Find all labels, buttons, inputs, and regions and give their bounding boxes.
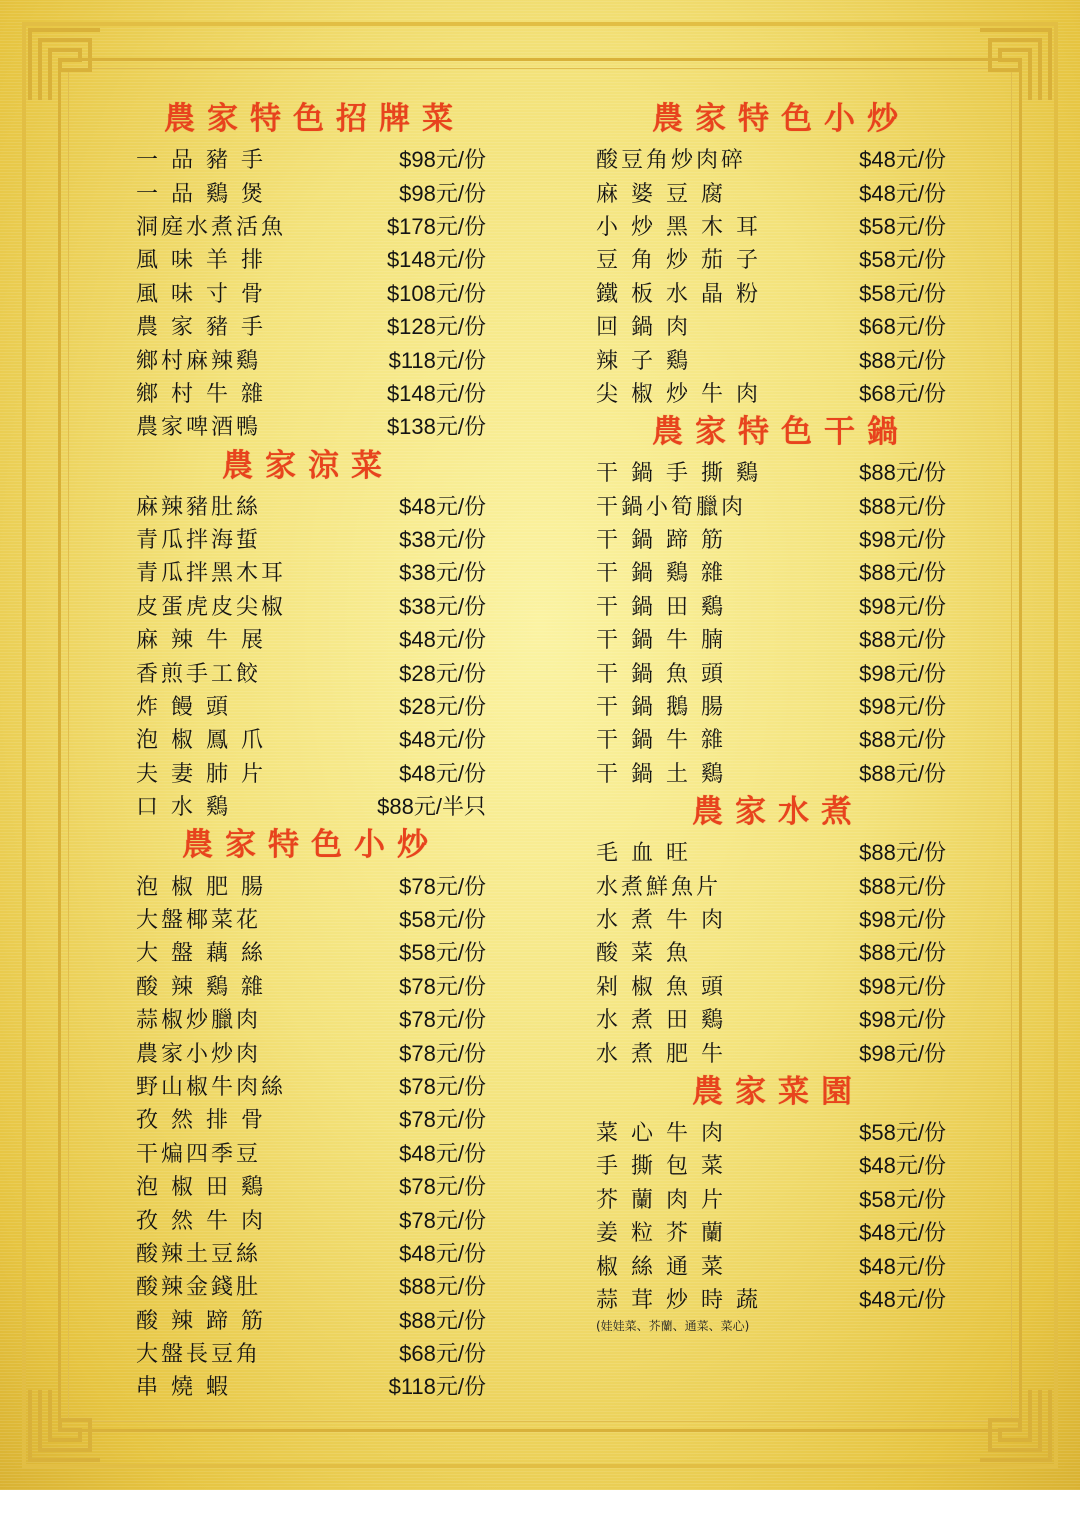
dish-price: $98元/份 — [399, 147, 486, 173]
dish-name: 麻 辣 牛 展 — [136, 628, 266, 654]
dish-price: $58元/份 — [859, 1119, 946, 1145]
menu-item — [136, 1069, 486, 1102]
dish-name: 麻辣豬肚絲 — [136, 494, 262, 520]
dish-price: $48元/份 — [399, 727, 486, 753]
menu-item — [596, 1215, 946, 1248]
menu-item — [596, 1282, 946, 1315]
menu-item — [136, 376, 486, 409]
dish-price: $178元/份 — [386, 213, 486, 239]
menu-section — [596, 1069, 946, 1334]
dish-price: $78元/份 — [399, 1107, 486, 1133]
dish-price: $88元/份 — [859, 347, 946, 373]
dish-price: $128元/份 — [386, 314, 486, 340]
dish-name: 泡 椒 鳳 爪 — [136, 728, 266, 754]
dish-price: $48元/份 — [399, 493, 486, 519]
dish-price: $38元/份 — [399, 593, 486, 619]
menu-item — [136, 1136, 486, 1169]
menu-item — [136, 689, 486, 722]
menu-item — [136, 309, 486, 342]
dish-price: $68元/份 — [859, 380, 946, 406]
dish-name: 干 鍋 蹄 筋 — [596, 528, 726, 554]
dish-name: 口 水 鷄 — [136, 795, 231, 821]
menu-section — [136, 443, 486, 823]
dish-price: $98元/份 — [859, 1040, 946, 1066]
menu-item — [596, 242, 946, 275]
dish-name: 一 品 鷄 煲 — [136, 181, 266, 207]
dish-name: 蒜椒炒臘肉 — [136, 1008, 262, 1034]
dish-price: $58元/份 — [859, 1186, 946, 1212]
dish-price: $118元/份 — [388, 347, 486, 373]
menu-item — [596, 935, 946, 968]
dish-price: $48元/份 — [859, 1153, 946, 1179]
menu-item — [136, 722, 486, 755]
menu-item — [136, 756, 486, 789]
menu-item — [596, 175, 946, 208]
vegetable-options-note: (娃娃菜、芥蘭、通菜、菜心) — [596, 1319, 750, 1334]
dish-name: 干煸四季豆 — [136, 1141, 262, 1167]
left-menu-column — [136, 96, 486, 1403]
dish-name: 串 燒 蝦 — [136, 1375, 231, 1401]
section-title: 農家特色小炒 — [652, 101, 910, 137]
menu-section — [596, 409, 946, 789]
corner-ornament-icon — [976, 1386, 1054, 1464]
dish-name: 干 鍋 田 鷄 — [596, 594, 726, 620]
dish-name: 尖 椒 炒 牛 肉 — [596, 381, 761, 407]
section-title: 農家特色小炒 — [182, 827, 440, 864]
menu-item — [596, 969, 946, 1002]
dish-name: 農家啤酒鴨 — [136, 415, 262, 441]
dish-name: 麻 婆 豆 腐 — [596, 181, 726, 207]
dish-price: $148元/份 — [386, 380, 486, 406]
menu-item — [136, 242, 486, 275]
corner-ornament-icon — [976, 26, 1054, 104]
menu-item — [596, 1035, 946, 1068]
corner-ornament-icon — [26, 26, 104, 104]
dish-name: 鄉 村 牛 雜 — [136, 381, 266, 407]
menu-item — [596, 1002, 946, 1035]
menu-item — [136, 142, 486, 175]
dish-price: $88元/份 — [859, 727, 946, 753]
dish-name: 大盤長豆角 — [136, 1342, 262, 1368]
dish-price: $78元/份 — [399, 1073, 486, 1099]
dish-price: $98元/份 — [859, 907, 946, 932]
dish-name: 芥 蘭 肉 片 — [596, 1187, 726, 1213]
menu-item — [136, 969, 486, 1002]
dish-name: 香煎手工餃 — [136, 661, 262, 687]
dish-name: 酸辣土豆絲 — [136, 1241, 262, 1267]
menu-item — [136, 1303, 486, 1336]
menu-item — [596, 1248, 946, 1281]
menu-item — [596, 868, 946, 901]
menu-section — [596, 789, 946, 1069]
dish-price: $78元/份 — [399, 873, 486, 899]
dish-name: 農家小炒肉 — [136, 1041, 262, 1067]
dish-price: $68元/份 — [399, 1341, 486, 1367]
section-title: 農家菜園 — [692, 1073, 864, 1110]
section-title: 農家特色招牌菜 — [164, 101, 465, 137]
dish-price: $78元/份 — [399, 1007, 486, 1033]
dish-price: $88元/份 — [399, 1274, 486, 1300]
dish-name: 泡 椒 肥 腸 — [136, 874, 266, 900]
dish-name: 姜 粒 芥 蘭 — [596, 1221, 726, 1247]
dish-name: 小 炒 黑 木 耳 — [596, 214, 761, 240]
dish-price: $88元/份 — [859, 940, 946, 966]
dish-name: 酸 菜 魚 — [596, 941, 691, 967]
dish-price: $48元/份 — [859, 1253, 946, 1279]
dish-price: $38元/份 — [399, 560, 486, 586]
dish-price: $88元/份 — [859, 560, 946, 586]
menu-item — [596, 555, 946, 588]
menu-item — [136, 789, 486, 822]
dish-price: $58元/份 — [859, 247, 946, 273]
dish-name: 水煮鮮魚片 — [596, 874, 722, 900]
corner-ornament-icon — [26, 1386, 104, 1464]
dish-name: 干 鍋 鵝 腸 — [596, 695, 726, 721]
menu-item — [136, 1002, 486, 1035]
dish-price: $58元/份 — [399, 940, 486, 966]
menu-item — [596, 276, 946, 309]
menu-item — [136, 868, 486, 901]
dish-name: 椒 絲 通 菜 — [596, 1254, 726, 1280]
dish-name: 水 煮 牛 肉 — [596, 908, 726, 933]
dish-name: 鄉村麻辣鷄 — [136, 348, 262, 374]
menu-item — [596, 589, 946, 622]
dish-price: $148元/份 — [386, 247, 486, 273]
menu-item — [136, 489, 486, 522]
dish-name: 回 鍋 肉 — [596, 315, 691, 341]
dish-name: 豆 角 炒 茄 子 — [596, 248, 761, 274]
dish-name: 風 味 羊 排 — [136, 248, 266, 274]
dish-price: $78元/份 — [399, 973, 486, 999]
section-title: 農家涼菜 — [222, 447, 394, 484]
dish-name: 皮蛋虎皮尖椒 — [136, 594, 287, 620]
menu-item — [136, 622, 486, 655]
dish-price: $88元/份 — [859, 840, 946, 866]
dish-name: 干 鍋 牛 雜 — [596, 728, 726, 754]
menu-item — [596, 1115, 946, 1148]
dish-price: $48元/份 — [859, 1286, 946, 1312]
dish-price: $98元/份 — [859, 694, 946, 720]
dish-price: $118元/份 — [388, 1374, 486, 1400]
menu-item — [596, 455, 946, 488]
dish-name: 手 撕 包 菜 — [596, 1154, 726, 1180]
dish-price: $58元/份 — [399, 907, 486, 932]
menu-item — [136, 1336, 486, 1369]
dish-price: $88元/份 — [859, 760, 946, 786]
dish-name: 干鍋小筍臘肉 — [596, 494, 747, 520]
dish-name: 毛 血 旺 — [596, 841, 691, 867]
dish-price: $38元/份 — [399, 527, 486, 553]
menu-item — [136, 935, 486, 968]
dish-name: 一 品 豬 手 — [136, 148, 266, 174]
menu-item — [596, 1182, 946, 1215]
dish-name: 孜 然 排 骨 — [136, 1108, 266, 1134]
dish-price: $88元/份 — [859, 460, 946, 486]
menu-item — [596, 835, 946, 868]
menu-item — [136, 409, 486, 442]
dish-price: $48元/份 — [399, 1140, 486, 1166]
menu-item — [596, 522, 946, 555]
menu-item — [596, 489, 946, 522]
dish-name: 泡 椒 田 鷄 — [136, 1175, 266, 1201]
dish-name: 野山椒牛肉絲 — [136, 1074, 287, 1100]
menu-item — [136, 342, 486, 375]
section-title: 農家水煮 — [692, 794, 864, 831]
menu-item — [596, 309, 946, 342]
menu-item — [136, 1269, 486, 1302]
menu-item — [136, 555, 486, 588]
dish-price: $48元/份 — [399, 1240, 486, 1266]
menu-item — [136, 1102, 486, 1135]
dish-name: 水 煮 田 鷄 — [596, 1008, 726, 1034]
menu-item — [136, 522, 486, 555]
menu-item — [136, 1236, 486, 1269]
dish-price: $98元/份 — [859, 1007, 946, 1033]
dish-price: $48元/份 — [399, 760, 486, 786]
menu-item — [596, 622, 946, 655]
menu-item — [596, 1148, 946, 1181]
menu-item — [136, 1202, 486, 1235]
dish-name: 辣 子 鷄 — [596, 348, 691, 374]
dish-price: $108元/份 — [386, 280, 486, 306]
dish-name: 風 味 寸 骨 — [136, 281, 266, 307]
dish-name: 干 鍋 手 撕 鷄 — [596, 461, 761, 487]
dish-name: 大 盤 藕 絲 — [136, 941, 266, 967]
dish-name: 干 鍋 土 鷄 — [596, 761, 726, 787]
menu-section — [596, 96, 946, 409]
menu-item — [596, 142, 946, 175]
dish-price: $88元/半只 — [377, 794, 486, 820]
dish-name: 酸豆角炒肉碎 — [596, 148, 747, 174]
menu-item — [596, 689, 946, 722]
menu-item — [136, 1035, 486, 1068]
menu-item — [136, 276, 486, 309]
dish-price: $88元/份 — [859, 873, 946, 899]
menu-item — [136, 1369, 486, 1402]
menu-item — [596, 342, 946, 375]
dish-name: 青瓜拌黑木耳 — [136, 561, 287, 587]
dish-price: $48元/份 — [859, 147, 946, 173]
dish-name: 菜 心 牛 肉 — [596, 1120, 726, 1146]
dish-price: $98元/份 — [859, 593, 946, 619]
dish-name: 大盤椰菜花 — [136, 908, 262, 933]
menu-item — [596, 376, 946, 409]
dish-price: $48元/份 — [859, 1220, 946, 1246]
dish-name: 干 鍋 牛 腩 — [596, 628, 726, 654]
dish-name: 炸 饅 頭 — [136, 695, 231, 721]
menu-item — [596, 902, 946, 935]
dish-price: $58元/份 — [859, 213, 946, 239]
menu-item — [136, 902, 486, 935]
dish-name: 干 鍋 魚 頭 — [596, 661, 726, 687]
dish-price: $98元/份 — [859, 660, 946, 686]
menu-item — [136, 175, 486, 208]
dish-name: 酸 辣 鷄 雜 — [136, 974, 266, 1000]
dish-name: 蒜 茸 炒 時 蔬 — [596, 1287, 761, 1313]
dish-price: $78元/份 — [399, 1174, 486, 1200]
dish-price: $48元/份 — [859, 180, 946, 206]
menu-item — [596, 655, 946, 688]
dish-price: $28元/份 — [399, 694, 486, 720]
dish-price: $88元/份 — [859, 627, 946, 653]
dish-price: $58元/份 — [859, 280, 946, 306]
dish-name: 水 煮 肥 牛 — [596, 1041, 726, 1067]
menu-item — [136, 209, 486, 242]
dish-price: $98元/份 — [859, 973, 946, 999]
menu-section — [136, 96, 486, 443]
dish-price: $88元/份 — [859, 493, 946, 519]
menu-item — [596, 209, 946, 242]
dish-price: $88元/份 — [399, 1307, 486, 1333]
menu-item — [136, 1169, 486, 1202]
dish-name: 洞庭水煮活魚 — [136, 214, 287, 240]
dish-price: $48元/份 — [399, 627, 486, 653]
dish-name: 干 鍋 鷄 雜 — [596, 561, 726, 587]
dish-price: $138元/份 — [386, 414, 486, 440]
dish-name: 孜 然 牛 肉 — [136, 1208, 266, 1234]
menu-item — [596, 756, 946, 789]
dish-price: $98元/份 — [859, 527, 946, 553]
right-menu-column — [596, 96, 946, 1334]
dish-name: 酸辣金錢肚 — [136, 1275, 262, 1301]
dish-price: $68元/份 — [859, 314, 946, 340]
dish-price: $78元/份 — [399, 1040, 486, 1066]
dish-name: 酸 辣 蹄 筋 — [136, 1308, 266, 1334]
dish-price: $98元/份 — [399, 180, 486, 206]
dish-name: 剁 椒 魚 頭 — [596, 974, 726, 1000]
dish-price: $28元/份 — [399, 660, 486, 686]
dish-name: 農 家 豬 手 — [136, 315, 266, 341]
dish-name: 鐵 板 水 晶 粉 — [596, 281, 761, 307]
menu-item — [596, 722, 946, 755]
menu-section — [136, 822, 486, 1402]
section-title: 農家特色干鍋 — [652, 414, 910, 451]
dish-price: $78元/份 — [399, 1207, 486, 1233]
menu-item — [136, 655, 486, 688]
dish-name: 夫 妻 肺 片 — [136, 761, 266, 787]
dish-name: 青瓜拌海蜇 — [136, 528, 262, 554]
menu-item — [136, 589, 486, 622]
